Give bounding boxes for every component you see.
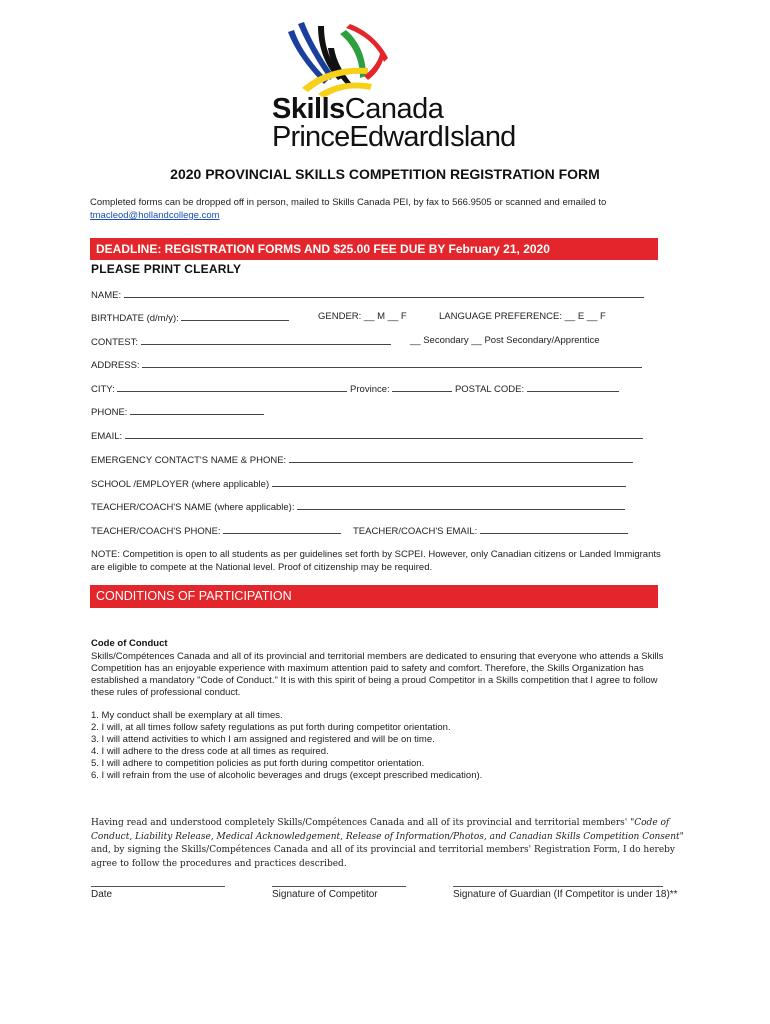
name-field[interactable] bbox=[91, 288, 644, 301]
teacher-name-input-line[interactable] bbox=[297, 500, 625, 510]
city-label: CITY: bbox=[91, 384, 115, 395]
eligibility-note: NOTE: Competition is open to all students as per guidelines set forth by SCPEI. However, only Canadian citizens or Landed Immigrants are eligible to compete at the National level. Proof of citizenship may be required. bbox=[91, 549, 661, 573]
intro-text bbox=[90, 196, 660, 222]
list-item: 5. I will adhere to competition policies as put forth during competitor orientation. bbox=[91, 758, 425, 769]
agreement-text-2: and, by signing the Skills/Compétences Canada and all of its provincial and territorial members' Registration Form, I do hereby agree to follow the procedures and practices described. bbox=[91, 845, 676, 869]
province-input-line[interactable] bbox=[392, 382, 452, 392]
logo-wordmark-line2: PrinceEdwardIsland bbox=[272, 121, 516, 153]
teacher-name-label: TEACHER/COACH'S NAME (where applicable): bbox=[91, 502, 295, 513]
conduct-rules-list bbox=[91, 710, 681, 782]
agreement-text-1: Having read and understood completely Skills/Compétences Canada and all of its provincial and territorial members' bbox=[91, 818, 631, 828]
language-field[interactable]: LANGUAGE PREFERENCE: __ E __ F bbox=[439, 311, 606, 322]
conditions-banner: CONDITIONS OF PARTICIPATION bbox=[90, 585, 658, 608]
phone-label: PHONE: bbox=[91, 407, 128, 418]
intro-instructions: Completed forms can be dropped off in person, mailed to Skills Canada PEI, by fax to 566.9505 or scanned and emailed to bbox=[90, 197, 607, 208]
logo-wordmark-line1 bbox=[272, 94, 443, 124]
address-input-line[interactable] bbox=[142, 358, 642, 368]
teacher-email-field[interactable] bbox=[353, 524, 628, 537]
email-field[interactable] bbox=[91, 429, 643, 442]
deadline-banner: DEADLINE: REGISTRATION FORMS AND $25.00 FEE DUE BY February 21, 2020 bbox=[90, 238, 658, 260]
teacher-email-label: TEACHER/COACH'S EMAIL: bbox=[353, 526, 478, 537]
teacher-phone-label: TEACHER/COACH'S PHONE: bbox=[91, 526, 221, 537]
list-item: 4. I will adhere to the dress code at all times as required. bbox=[91, 746, 329, 757]
gender-field[interactable]: GENDER: __ M __ F bbox=[318, 311, 407, 322]
postal-code-input-line[interactable] bbox=[527, 382, 619, 392]
level-field[interactable]: __ Secondary __ Post Secondary/Apprentice bbox=[410, 335, 600, 346]
code-of-conduct-text: Skills/Compétences Canada and all of its provincial and territorial members are dedicated to ensuring that everyone who attends a Skills Competition has an enjoyable experience with maximum attention paid to safety and comfort. Therefore, the Skills Organization has established a mandatory "Code of Conduct." It is with this spirit of being a proud Competitor in a Skills competition that I agree to follow these rules of professional conduct. bbox=[91, 651, 664, 698]
contest-field[interactable] bbox=[91, 335, 391, 348]
list-item: 6. I will refrain from the use of alcoholic beverages and drugs (except prescribed medication). bbox=[91, 770, 483, 781]
logo-canada-text: Canada bbox=[344, 93, 444, 125]
list-item: 3. I will attend activities to which I am assigned and registered and will be on time. bbox=[91, 734, 435, 745]
code-of-conduct-heading: Code of Conduct bbox=[91, 638, 168, 649]
school-label: SCHOOL /EMPLOYER (where applicable) bbox=[91, 479, 270, 490]
postal-code-label: POSTAL CODE: bbox=[454, 384, 525, 395]
city-field[interactable] bbox=[91, 382, 619, 395]
address-label: ADDRESS: bbox=[91, 360, 140, 371]
teacher-name-field[interactable] bbox=[91, 500, 625, 513]
phone-input-line[interactable] bbox=[130, 405, 264, 415]
province-label: Province: bbox=[350, 384, 390, 395]
date-label: Date bbox=[91, 889, 113, 900]
agreement-statement bbox=[91, 817, 691, 871]
teacher-phone-field[interactable] bbox=[91, 524, 341, 537]
contact-email-link[interactable]: tmacleod@hollandcollege.com bbox=[90, 210, 220, 221]
date-signature-line[interactable] bbox=[91, 886, 225, 887]
city-input-line[interactable] bbox=[117, 382, 347, 392]
contest-input-line[interactable] bbox=[141, 335, 391, 345]
birthdate-input-line[interactable] bbox=[181, 311, 289, 321]
school-field[interactable] bbox=[91, 477, 626, 490]
contest-label: CONTEST: bbox=[91, 337, 138, 348]
phone-field[interactable] bbox=[91, 405, 264, 418]
competitor-signature-line[interactable] bbox=[272, 886, 406, 887]
emergency-contact-label: EMERGENCY CONTACT'S NAME & PHONE: bbox=[91, 455, 287, 466]
email-label: EMAIL: bbox=[91, 431, 123, 442]
logo-skills-text: Skills bbox=[272, 93, 345, 125]
form-title: 2020 PROVINCIAL SKILLS COMPETITION REGISTRATION FORM bbox=[170, 166, 600, 182]
competitor-signature-label: Signature of Competitor bbox=[272, 889, 378, 900]
agreement-documents: "Code of Conduct, Liability Release, Medical Acknowledgement, Release of Information/Photos, and Canadian Skills Competition Consent" bbox=[91, 818, 684, 842]
emergency-contact-input-line[interactable] bbox=[289, 453, 633, 463]
name-input-line[interactable] bbox=[124, 288, 644, 298]
birthdate-field[interactable] bbox=[91, 311, 289, 324]
email-input-line[interactable] bbox=[125, 429, 643, 439]
skills-canada-swoosh-icon bbox=[268, 18, 508, 98]
school-input-line[interactable] bbox=[272, 477, 626, 487]
emergency-contact-field[interactable] bbox=[91, 453, 633, 466]
guardian-signature-label: Signature of Guardian (If Competitor is under 18)** bbox=[453, 889, 678, 900]
teacher-phone-input-line[interactable] bbox=[223, 524, 341, 534]
name-label: NAME: bbox=[91, 290, 122, 301]
birthdate-label: BIRTHDATE (d/m/y): bbox=[91, 313, 179, 324]
teacher-email-input-line[interactable] bbox=[480, 524, 628, 534]
print-clearly-heading: PLEASE PRINT CLEARLY bbox=[91, 262, 242, 276]
list-item: 1. My conduct shall be exemplary at all times. bbox=[91, 710, 283, 721]
guardian-signature-line[interactable] bbox=[453, 886, 663, 887]
address-field[interactable] bbox=[91, 358, 642, 371]
list-item: 2. I will, at all times follow safety regulations as put forth during competitor orientation. bbox=[91, 722, 451, 733]
